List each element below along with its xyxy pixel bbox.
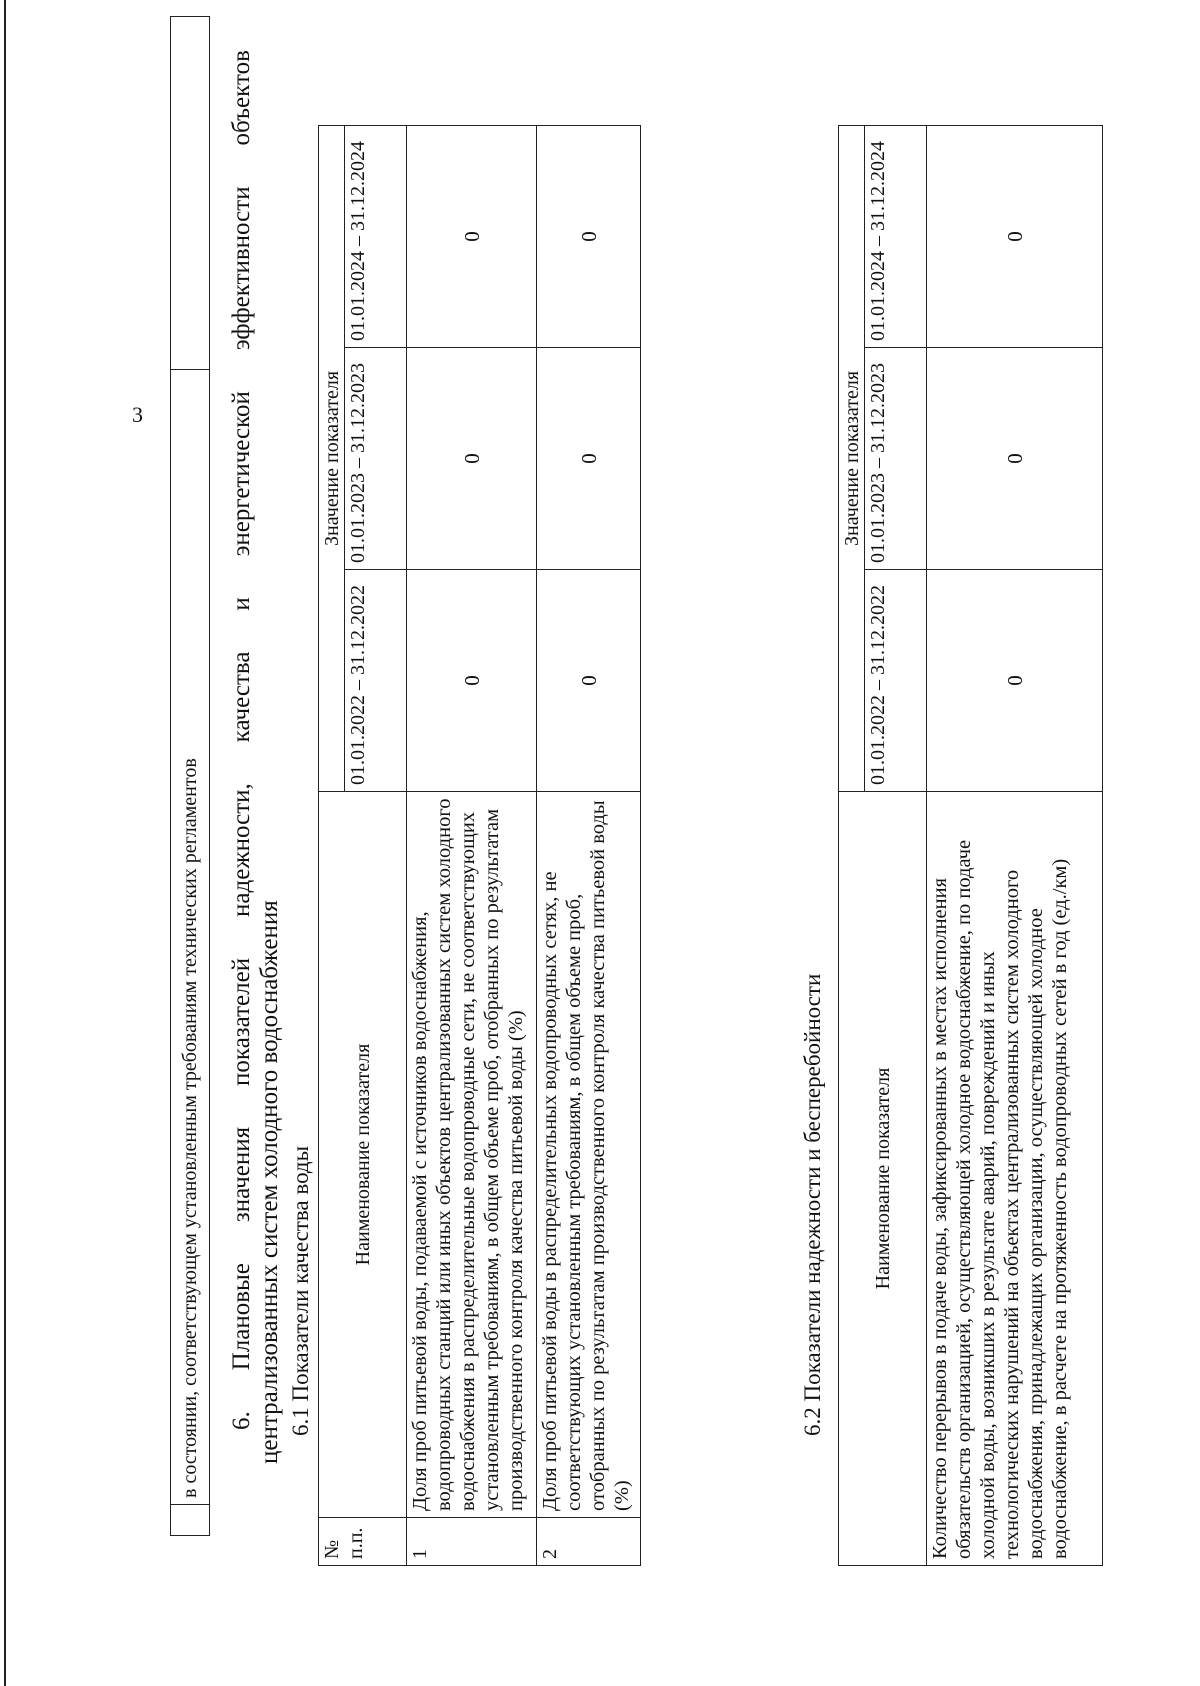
value-2024: 0 bbox=[407, 125, 537, 347]
title-word: и bbox=[228, 597, 255, 611]
top-strip-table bbox=[170, 16, 210, 1536]
row-number: 2 bbox=[537, 1518, 641, 1566]
title-word: качества bbox=[228, 651, 255, 743]
period-2024: 01.01.2024 – 31.12.2024 bbox=[865, 125, 927, 347]
section-6-title-line1 bbox=[228, 50, 256, 1430]
period-2022: 01.01.2022 – 31.12.2022 bbox=[345, 570, 407, 792]
row-indicator-name: Доля проб питьевой воды, подаваемой с источников водоснабжения, водопроводных станций или иных объектов централизованных систем холодного водоснабжения в распределительные водопроводные сети, не соответствующих установленным требованиям, в общем объеме проб, отобранных по результатам производственного контроля качества питьевой воды (%) bbox=[407, 792, 537, 1518]
section-6-1-title: 6.1 Показатели качества воды bbox=[288, 1145, 313, 1436]
period-2022: 01.01.2022 – 31.12.2022 bbox=[865, 570, 927, 792]
title-word: Плановые bbox=[228, 1263, 255, 1371]
value-2023: 0 bbox=[537, 348, 641, 570]
quality-indicators-table bbox=[318, 125, 641, 1566]
section-6-number: 6. bbox=[228, 1411, 255, 1430]
title-word: надежности, bbox=[228, 783, 255, 917]
col-header-name: Наименование показателя bbox=[319, 792, 407, 1518]
top-strip-empty-cell bbox=[171, 17, 210, 370]
section-6-heading bbox=[228, 50, 284, 1464]
section-6-2-title: 6.2 Показатели надежности и бесперебойности bbox=[800, 973, 825, 1436]
table-row bbox=[407, 125, 537, 1565]
row-indicator-name: Количество перерывов в подаче воды, зафиксированных в местах исполнения обязательств организацией, осуществляющей холодное водоснабжение, по подаче холодной воды, возникших в результате аварий, повреждений и иных технологических нарушений на объектах централизованных систем холодного водоснабжения, принадлежащих организации, осуществляющей холодное водоснабжение, в расчете на протяженность водопроводных сетей в год (ед./км) bbox=[927, 792, 1103, 1566]
value-2023: 0 bbox=[927, 348, 1103, 570]
row-indicator-name: Доля проб питьевой воды в распределительных водопроводных сетях, не соответствующих установленным требованиям, в общем объеме проб, отобранных по результатам производственного контроля качества питьевой воды (%) bbox=[537, 792, 641, 1518]
title-word: энергетической bbox=[228, 391, 255, 557]
reliability-indicators-table bbox=[838, 125, 1103, 1566]
section-6-title-line2: централизованных систем холодного водоснабжения bbox=[256, 900, 283, 1464]
row-number: 1 bbox=[407, 1518, 537, 1566]
value-2022: 0 bbox=[927, 570, 1103, 792]
value-2022: 0 bbox=[537, 570, 641, 792]
col-header-values: Значение показателя bbox=[839, 125, 865, 791]
col-header-name: Наименование показателя bbox=[839, 792, 927, 1566]
period-2024: 01.01.2024 – 31.12.2024 bbox=[345, 125, 407, 347]
title-word: эффективности bbox=[228, 186, 255, 351]
title-word: значения bbox=[228, 1126, 255, 1223]
title-word: объектов bbox=[228, 50, 255, 146]
top-strip-empty-cell bbox=[171, 1505, 210, 1536]
table-row bbox=[537, 125, 641, 1565]
period-2023: 01.01.2023 – 31.12.2023 bbox=[345, 348, 407, 570]
top-strip-text: в состоянии, соответствующем установленным требованиям технических регламентов bbox=[171, 370, 210, 1505]
table-row bbox=[927, 125, 1103, 1565]
scan-edge-line bbox=[4, 0, 6, 1686]
value-2024: 0 bbox=[927, 125, 1103, 347]
title-word: показателей bbox=[228, 957, 255, 1086]
col-header-values: Значение показателя bbox=[319, 125, 345, 791]
col-header-number: № п.п. bbox=[319, 1518, 407, 1566]
period-2023: 01.01.2023 – 31.12.2023 bbox=[865, 348, 927, 570]
page-number: 3 bbox=[132, 402, 143, 427]
value-2022: 0 bbox=[407, 570, 537, 792]
value-2023: 0 bbox=[407, 348, 537, 570]
value-2024: 0 bbox=[537, 125, 641, 347]
rotated-page-content bbox=[160, 6, 1200, 1566]
